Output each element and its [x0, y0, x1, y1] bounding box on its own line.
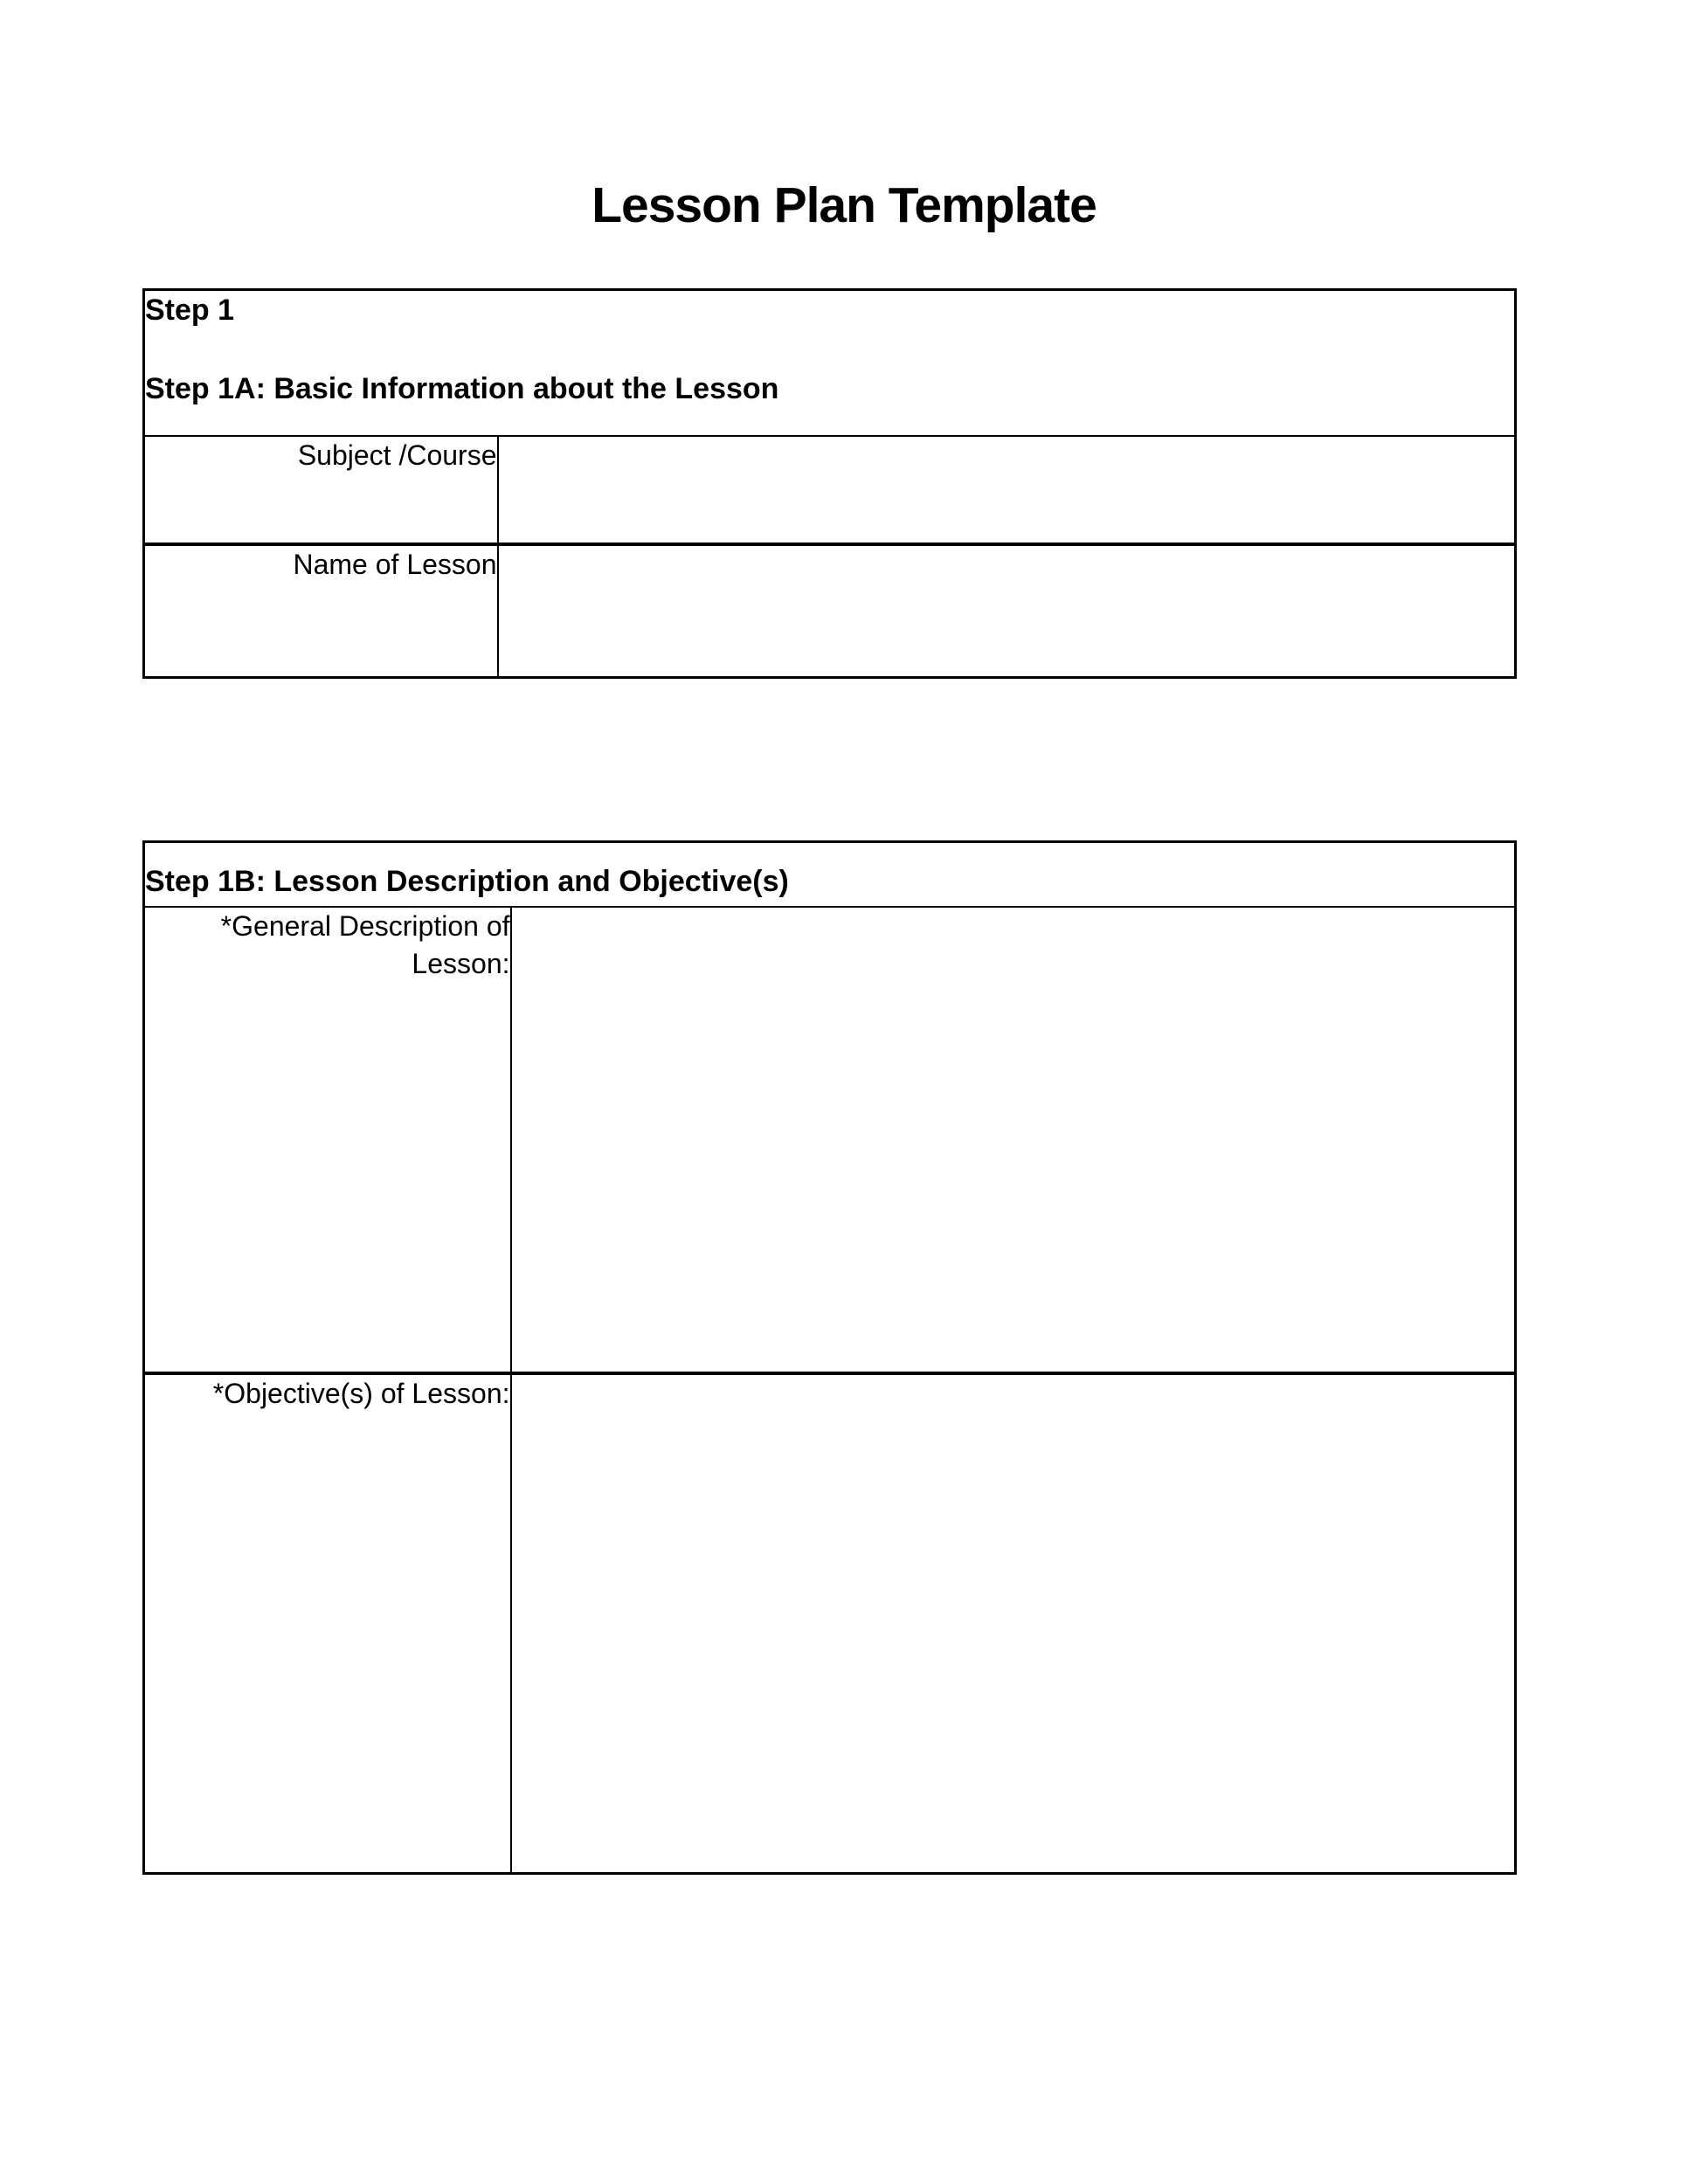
description-objectives-table [142, 840, 1517, 1875]
step1a-heading: Step 1A: Basic Information about the Lesson [145, 372, 779, 405]
step1b-heading: Step 1B: Lesson Description and Objective(s) [145, 865, 789, 898]
subject-course-label: Subject /Course [144, 436, 498, 544]
name-of-lesson-input-cell[interactable] [498, 544, 1516, 678]
general-description-label: *General Description of Lesson: [144, 907, 511, 1373]
table-row [144, 290, 1516, 437]
table-row [144, 907, 1516, 1373]
page-title: Lesson Plan Template [591, 177, 1097, 233]
name-of-lesson-label: Name of Lesson [144, 544, 498, 678]
basic-information-table [142, 288, 1517, 679]
step1-heading: Step 1 [145, 294, 235, 327]
table-row [144, 842, 1516, 908]
table-row [144, 1373, 1516, 1874]
subject-course-input-cell[interactable] [498, 436, 1516, 544]
step1-header-cell [144, 290, 1516, 437]
objectives-label: *Objective(s) of Lesson: [144, 1373, 511, 1874]
table-row [144, 544, 1516, 678]
table-row [144, 436, 1516, 544]
general-description-input-cell[interactable] [511, 907, 1516, 1373]
step1b-header-cell [144, 842, 1516, 908]
objectives-input-cell[interactable] [511, 1373, 1516, 1874]
